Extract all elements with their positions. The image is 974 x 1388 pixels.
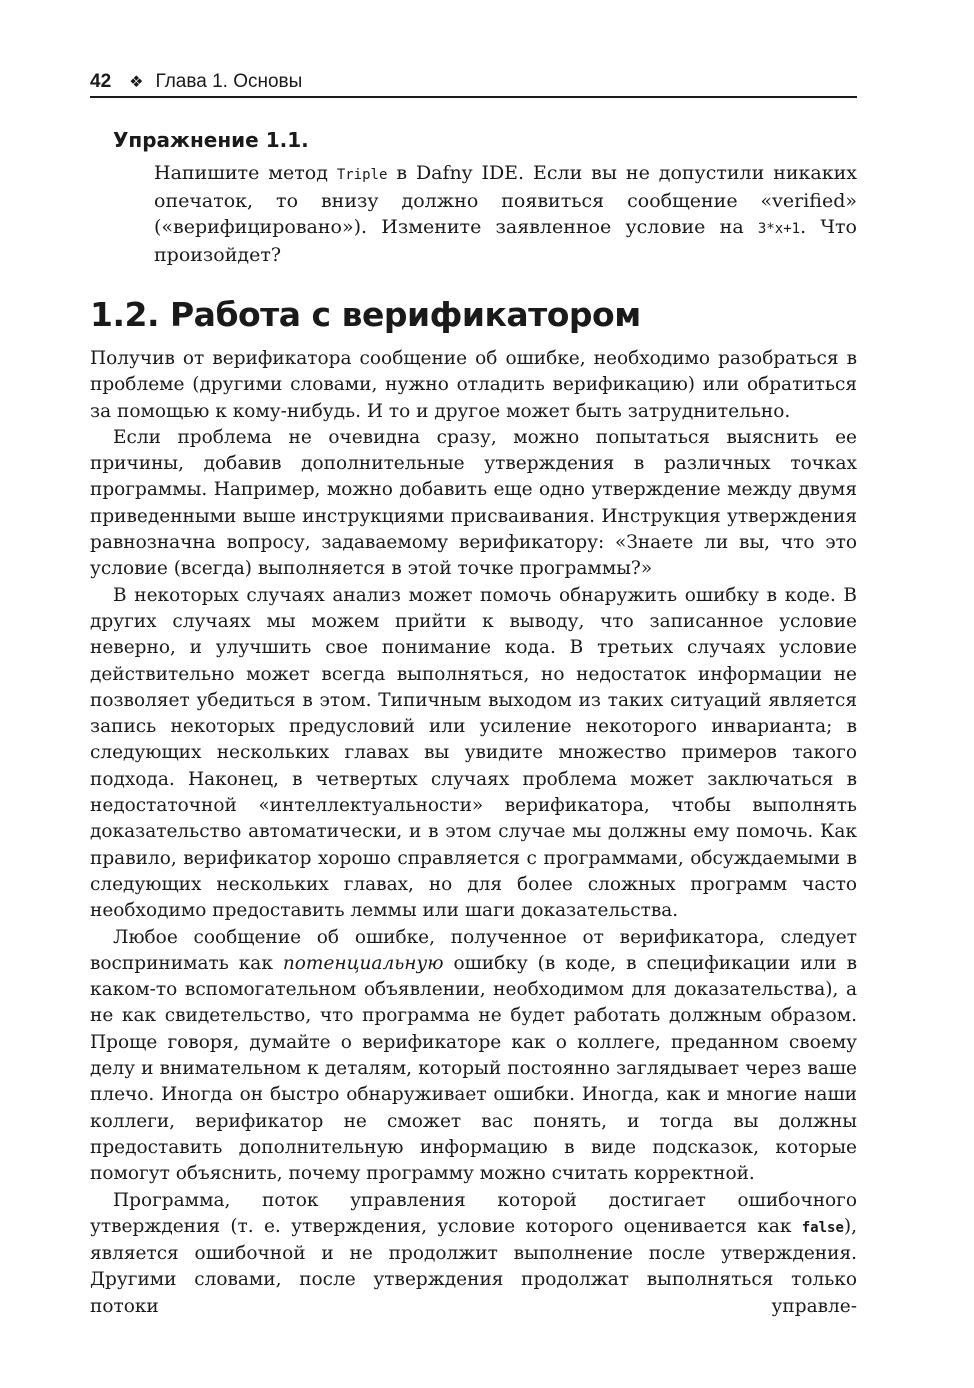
paragraph-3: В некоторых случаях анализ может помочь обнаружить ошибку в коде. В других случаях мы можем прийти к выводу, что записанное условие неверно, и улучшить свое понимание кода. В третьих случаях условие действительно может всегда выполняться, но недостаток информации не позволяет убедиться в этом. Типичным выходом из таких ситуаций является запись некоторых предусловий или усиление некоторого инварианта; в следующих нескольких главах вы увидите множество примеров такого подхода. Наконец, в четвертых случаях проблема может заключаться в недостаточной «интеллектуальности» верификатора, чтобы выполнять доказательство автоматически, и в этом случае мы должны ему помочь. Как правило, верификатор хорошо справляется с программами, обсуждаемыми в следующих нескольких главах, но для более сложных программ часто необходимо предоставить леммы или шаги доказательства. bbox=[90, 584, 857, 922]
paragraph-1: Получив от верификатора сообщение об ошибке, необходимо разобраться в проблеме (другими словами, нужно отладить верификацию) или обратиться за помощью к кому-нибудь. И то и другое может быть затруднительно. bbox=[90, 348, 857, 422]
page-number: 42 bbox=[90, 71, 112, 92]
paragraph-5-part: ), является ошибочной и не продолжит выполнение после утверждения. Другими словами, после утверждения продолжат выполняться только потоки управле- bbox=[90, 1215, 857, 1317]
exercise-text-part: в Dafny IDE. Если вы не допустили никаких опечаток, то внизу должно появиться сообщение «verified» («верифицировано»). Измените заявленное условие на bbox=[154, 162, 857, 238]
paragraph-5 bbox=[90, 1188, 857, 1320]
code-method: Triple bbox=[336, 167, 388, 183]
paragraph-5-part: Программа, поток управления которой достигает ошибочного утверждения (т. е. утверждения, условие которого оценивается как bbox=[90, 1189, 857, 1237]
paragraph-2: Если проблема не очевидна сразу, можно попытаться выяснить ее причины, добавив дополнительные утверждения в различных точках программы. Например, можно добавить еще одно утверждение между двумя приведенными выше инструкциями присваивания. Инструкция утверждения равнозначна вопросу, задаваемому верификатору: «Знаете ли вы, что это условие (всегда) выполняется в этой точке программы?» bbox=[90, 426, 857, 580]
paragraph-4-part: Любое сообщение об ошибке, полученное от верификатора, следует воспринимать как bbox=[90, 926, 857, 974]
exercise-text-part: . Что произойдет? bbox=[154, 216, 857, 266]
code-keyword: false bbox=[801, 1219, 844, 1236]
running-header bbox=[90, 68, 857, 98]
exercise-title: Упражнение 1.1. bbox=[113, 128, 309, 152]
exercise-text bbox=[154, 160, 857, 268]
exercise-text-part: Напишите метод bbox=[154, 162, 337, 184]
paragraph-4 bbox=[90, 925, 857, 1188]
code-condition: 3*x+1 bbox=[757, 221, 801, 237]
ornament-icon: ❖ bbox=[129, 74, 144, 91]
body-text bbox=[90, 346, 857, 1320]
chapter-title: Глава 1. Основы bbox=[155, 71, 303, 92]
emphasis-text: потенциальную bbox=[282, 952, 444, 974]
paragraph-4-part: ошибку (в коде, в спецификации или в каком-то вспомогательном объявлении, необходимом для доказательства), а не как свидетельство, что программа не будет работать должным образом. Проще говоря, думайте о верификаторе как о коллеге, преданном своему делу и внимательном к деталям, который постоянно заглядывает через ваше плечо. Иногда он быстро обнаруживает ошибки. Иногда, как и многие наши коллеги, верификатор не сможет вас понять, и тогда вы должны предоставить дополнительную информацию в виде подсказок, которые помогут объяснить, почему программу можно считать корректной. bbox=[90, 952, 857, 1185]
section-title: 1.2. Работа с верификатором bbox=[90, 295, 641, 334]
